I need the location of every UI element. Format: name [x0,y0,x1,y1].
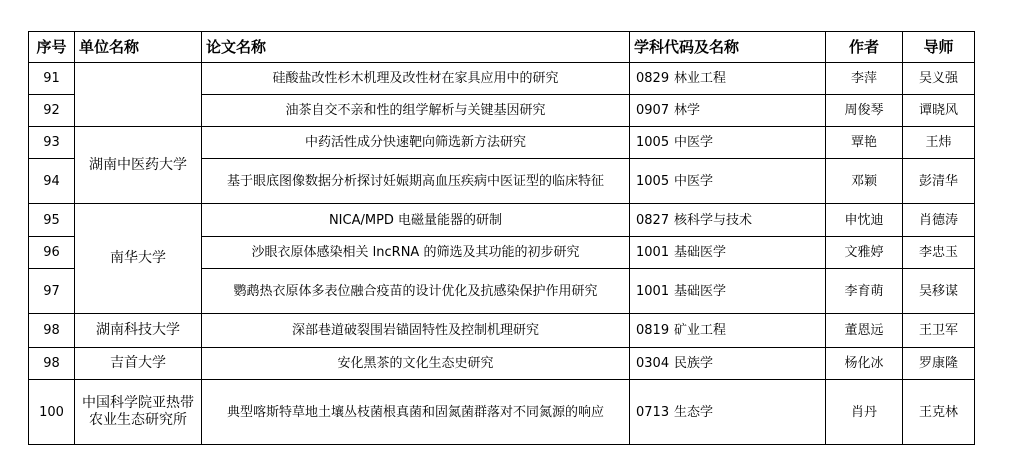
author-cell: 肖丹 [826,380,903,445]
table-row [29,314,975,348]
paper-title: 中药活性成分快速靶向筛选新方法研究 [202,127,630,159]
header-unit: 单位名称 [75,32,202,63]
author-cell: 申忱迪 [826,204,903,237]
author-cell: 周俊琴 [826,95,903,127]
subject-name: 基础医学 [674,283,727,299]
advisor-cell: 王克林 [903,380,975,445]
author-cell: 李育萌 [826,269,903,314]
unit-cell: 中国科学院亚热带农业生态研究所 [75,380,202,445]
row-no: 97 [29,269,75,314]
subject-code: 1005 [636,135,670,150]
paper-title: 沙眼衣原体感染相关 lncRNA 的筛选及其功能的初步研究 [202,237,630,269]
header-advisor: 导师 [903,32,975,63]
subject-cell [630,127,826,159]
row-no: 100 [29,380,75,445]
advisor-cell: 吴义强 [903,63,975,95]
table-row [29,127,975,159]
unit-cell: 湖南中医药大学 [75,127,202,204]
author-cell: 邓颖 [826,159,903,204]
subject-name: 林业工程 [674,71,727,86]
advisor-cell: 彭清华 [903,159,975,204]
subject-cell [630,380,826,445]
advisor-cell: 王炜 [903,127,975,159]
subject-cell [630,269,826,314]
subject-code: 0827 [636,212,670,228]
paper-title: 深部巷道破裂围岩锚固特性及控制机理研究 [202,314,630,348]
header-no: 序号 [29,32,75,63]
subject-name: 林学 [674,103,701,118]
unit-cell: 南华大学 [75,204,202,314]
subject-cell [630,237,826,269]
subject-name: 民族学 [674,356,714,371]
paper-title: 鹦鹉热衣原体多表位融合疫苗的设计优化及抗感染保护作用研究 [202,269,630,314]
header-author: 作者 [826,32,903,63]
subject-code: 1001 [636,283,670,299]
table-row [29,204,975,237]
paper-title: 基于眼底图像数据分析探讨妊娠期高血压疾病中医证型的临床特征 [202,159,630,204]
table-row [29,348,975,380]
subject-code: 0713 [636,404,670,420]
paper-title: NICA/MPD 电磁量能器的研制 [202,204,630,237]
unit-cell: 吉首大学 [75,348,202,380]
subject-name: 中医学 [674,173,714,189]
subject-code: 0907 [636,103,670,118]
subject-cell [630,63,826,95]
paper-title: 硅酸盐改性杉木机理及改性材在家具应用中的研究 [202,63,630,95]
advisor-cell: 肖德涛 [903,204,975,237]
paper-title: 油茶自交不亲和性的组学解析与关键基因研究 [202,95,630,127]
unit-cell [75,63,202,127]
advisor-cell: 罗康隆 [903,348,975,380]
author-cell: 董恩远 [826,314,903,348]
subject-cell [630,204,826,237]
advisor-cell: 李忠玉 [903,237,975,269]
advisor-cell: 吴移谋 [903,269,975,314]
header-subject: 学科代码及名称 [630,32,826,63]
author-cell: 李萍 [826,63,903,95]
subject-name: 核科学与技术 [674,212,753,228]
thesis-table [28,31,975,445]
subject-cell [630,95,826,127]
subject-cell [630,159,826,204]
row-no: 98 [29,314,75,348]
author-cell: 杨化冰 [826,348,903,380]
author-cell: 文雅婷 [826,237,903,269]
unit-cell: 湖南科技大学 [75,314,202,348]
row-no: 94 [29,159,75,204]
header-row [29,32,975,63]
row-no: 93 [29,127,75,159]
subject-code: 0829 [636,71,670,86]
row-no: 92 [29,95,75,127]
subject-cell [630,348,826,380]
table-row [29,63,975,95]
subject-code: 0819 [636,323,670,338]
paper-title: 典型喀斯特草地土壤丛枝菌根真菌和固氮菌群落对不同氮源的响应 [202,380,630,445]
row-no: 98 [29,348,75,380]
subject-name: 生态学 [674,404,714,420]
row-no: 95 [29,204,75,237]
paper-title: 安化黑茶的文化生态史研究 [202,348,630,380]
table-row [29,380,975,445]
author-cell: 覃艳 [826,127,903,159]
subject-name: 矿业工程 [674,323,727,338]
header-paper: 论文名称 [202,32,630,63]
row-no: 96 [29,237,75,269]
advisor-cell: 王卫军 [903,314,975,348]
subject-name: 基础医学 [674,245,727,260]
subject-code: 1005 [636,173,670,189]
subject-cell [630,314,826,348]
subject-code: 0304 [636,356,670,371]
row-no: 91 [29,63,75,95]
subject-name: 中医学 [674,135,714,150]
advisor-cell: 谭晓风 [903,95,975,127]
subject-code: 1001 [636,245,670,260]
